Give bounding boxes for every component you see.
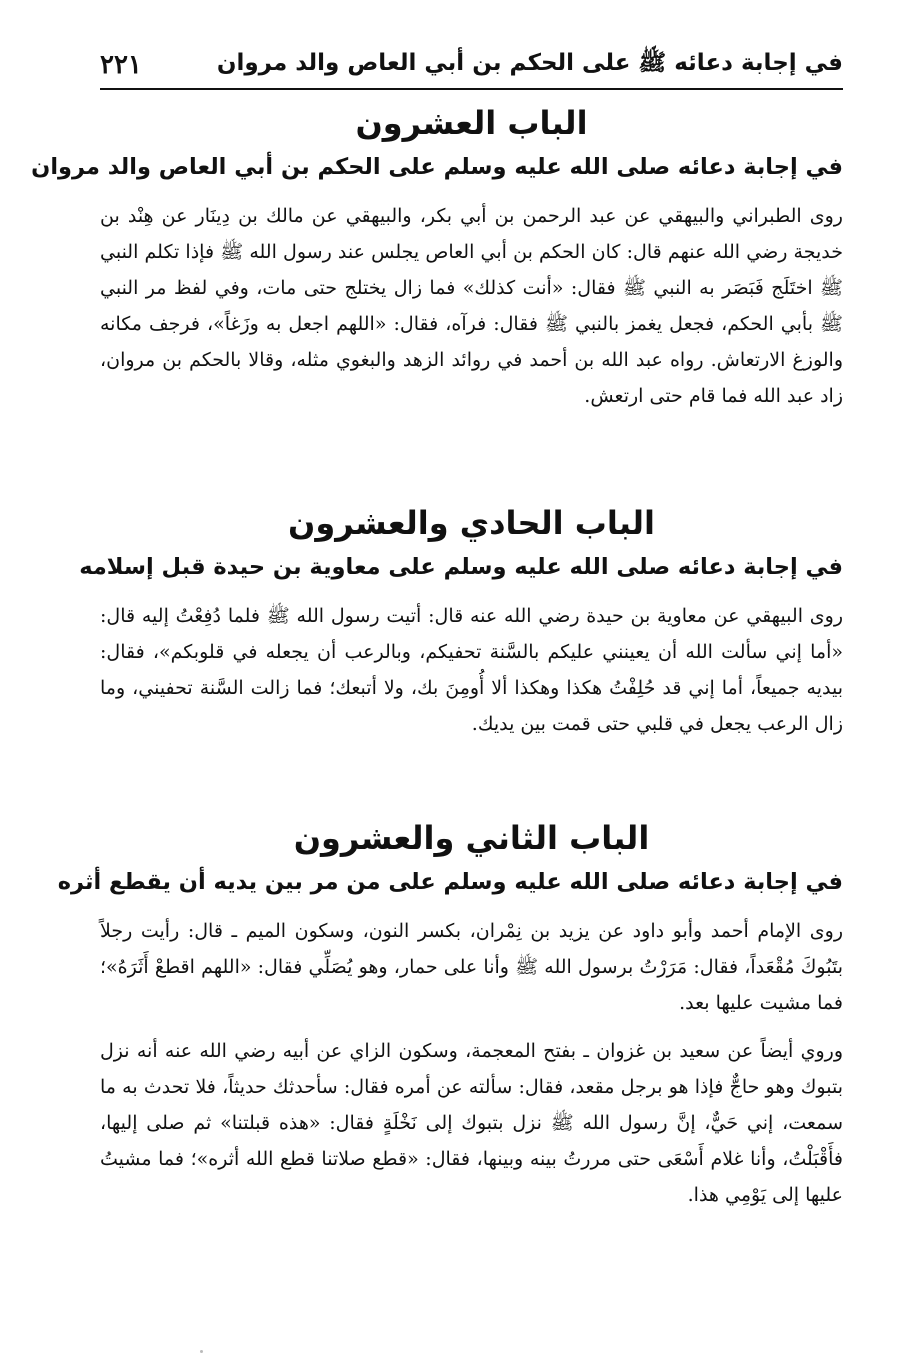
chapter-22: [57, 815, 843, 1213]
running-title: في إجابة دعائه ﷺ على الحكم بن أبي العاص والد مروان: [216, 50, 843, 76]
chapter-paragraph: روى البيهقي عن معاوية بن حيدة رضي الله عنه قال: أتيت رسول الله ﷺ فلما دُفِعْتُ إليه قال: «أما إني سألت الله أن يعينني عليكم بالسَّنة تحفيكم، وبالرعب أن يجعله في قلوبكم»، فقال: بيديه جميعاً، أما إني قد حُلِفْتُ هكذا وهكذا ألا أُومِنَ بك، ولا أتبعك؛ فما زالت السَّنة تحفيني، وما زال الرعب يجعل في قلبي حتى قمت بين يديك.: [100, 605, 843, 735]
chapter-title: الباب الثاني والعشرون: [293, 819, 650, 857]
running-header: [100, 40, 843, 90]
scan-speck: [200, 1350, 203, 1353]
chapter-paragraph: روى الإمام أحمد وأبو داود عن يزيد بن نِمْران، بكسر النون، وسكون الميم ـ قال: رأيت رجلاً بتَبُوكَ مُقْعَداً، فقال: مَرَرْتُ برسول الله ﷺ وأنا على حمار، وهو يُصَلِّي فقال: «اللهم اقطعْ أَثَرَهُ»؛ فما مشيت عليها بعد.: [100, 920, 843, 1014]
chapter-21: [79, 500, 843, 742]
page-number: ٢٢١: [100, 50, 142, 80]
chapter-paragraph: روى الطبراني والبيهقي عن عبد الرحمن بن أبي بكر، والبيهقي عن مالك بن دِينَار عن هِنْد بن خديجة رضي الله عنهم قال: كان الحكم بن أبي العاص يجلس عند رسول الله ﷺ فإذا تكلم النبي ﷺ اختَلَج فَبَصَر به النبي ﷺ فقال: «أنت كذلك» فما زال يختلج حتى مات، وفي لفظ مر النبي ﷺ بأبي الحكم، فجعل يغمز بالنبي ﷺ فقال: فرآه، فقال: «اللهم اجعل به وزَغاً»، فرجف مكانه والوزغ الارتعاش. رواه عبد الله بن أحمد في روائد الزهد والبغوي مثله، وقالا بالحكم بن مروان، زاد عبد الله فما قام حتى ارتعش.: [100, 205, 843, 407]
chapter-paragraph: وروي أيضاً عن سعيد بن غزوان ـ بفتح المعجمة، وسكون الزاي عن أبيه رضي الله عنه أنه نزل بتبوك وهو حاجٌّ فإذا هو برجل مقعد، فقال: سألته عن أمره فقال: سأحدثك حديثاً، فلا تحدث به ما سمعت، إني حَيٌّ، إنَّ رسول الله ﷺ نزل بتبوك إلى نَخْلَةٍ فقال: «هذه قبلتنا» ثم صلى إليها، فأَقْبَلْتُ، وأنا غلام أَسْعَى حتى مررتُ بينه وبينها، فقال: «قطع صلاتنا قطع الله أثره»؛ فما مشيتُ عليها إلى يَوْمِي هذا.: [100, 1040, 843, 1206]
chapter-subtitle: في إجابة دعائه صلى الله عليه وسلم على معاوية بن حيدة قبل إسلامه: [79, 554, 843, 580]
chapter-subtitle: في إجابة دعائه صلى الله عليه وسلم على الحكم بن أبي العاص والد مروان: [31, 154, 843, 180]
chapter-subtitle: في إجابة دعائه صلى الله عليه وسلم على من مر بين يديه أن يقطع أثره: [57, 869, 843, 895]
chapter-title: الباب العشرون: [355, 104, 588, 142]
chapter-20: [31, 100, 843, 414]
chapter-title: الباب الحادي والعشرون: [288, 504, 655, 542]
